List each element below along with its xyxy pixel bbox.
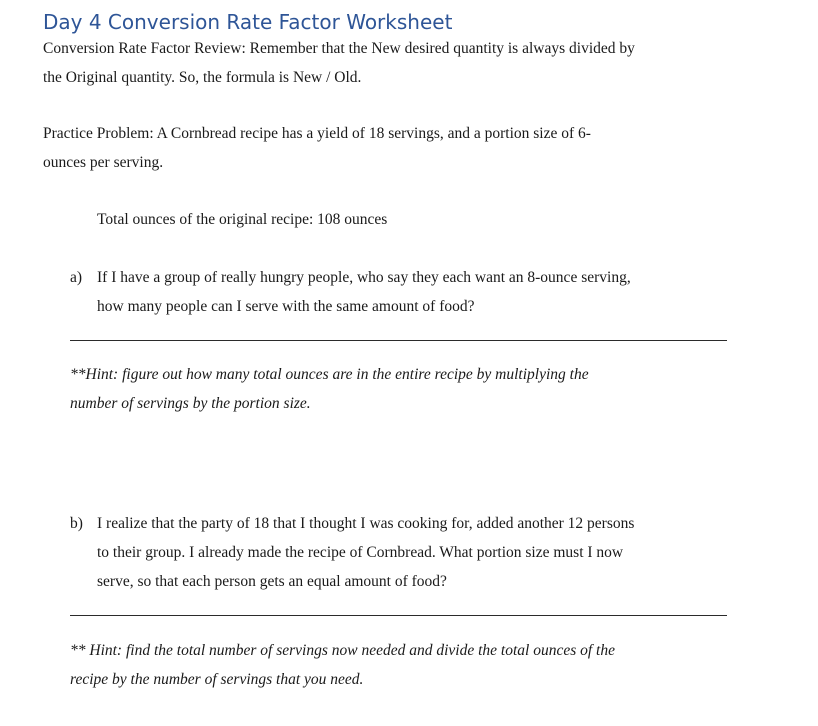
practice-line-1: Practice Problem: A Cornbread recipe has a yield of 18 servings, and a portion size of 6- <box>43 125 591 142</box>
review-line-2: the Original quantity. So, the formula is New / Old. <box>43 69 362 86</box>
page-title: Day 4 Conversion Rate Factor Worksheet <box>43 10 453 34</box>
question-b-line-3: serve, so that each person gets an equal amount of food? <box>97 573 447 590</box>
total-ounces-text: Total ounces of the original recipe: 108 ounces <box>97 211 388 228</box>
hint-b-line-1: ** Hint: find the total number of servings now needed and divide the total ounces of the <box>70 642 615 659</box>
question-a-marker: a) <box>70 269 83 286</box>
hint-a-line-2: number of servings by the portion size. <box>70 395 311 412</box>
question-b-marker: b) <box>70 515 83 532</box>
question-b-line-1: I realize that the party of 18 that I thought I was cooking for, added another 12 persons <box>97 515 635 532</box>
answer-line-a[interactable] <box>70 340 727 341</box>
question-a-line-2: how many people can I serve with the same amount of food? <box>97 298 475 315</box>
hint-a-line-1: **Hint: figure out how many total ounces are in the entire recipe by multiplying the <box>70 366 589 383</box>
practice-line-2: ounces per serving. <box>43 154 164 171</box>
answer-line-b[interactable] <box>70 615 727 616</box>
question-a-line-1: If I have a group of really hungry people, who say they each want an 8-ounce serving, <box>97 269 631 286</box>
hint-b-line-2: recipe by the number of servings that you need. <box>70 671 364 688</box>
review-line-1: Conversion Rate Factor Review: Remember that the New desired quantity is always divided by <box>43 40 635 57</box>
question-b-line-2: to their group. I already made the recipe of Cornbread. What portion size must I now <box>97 544 624 561</box>
